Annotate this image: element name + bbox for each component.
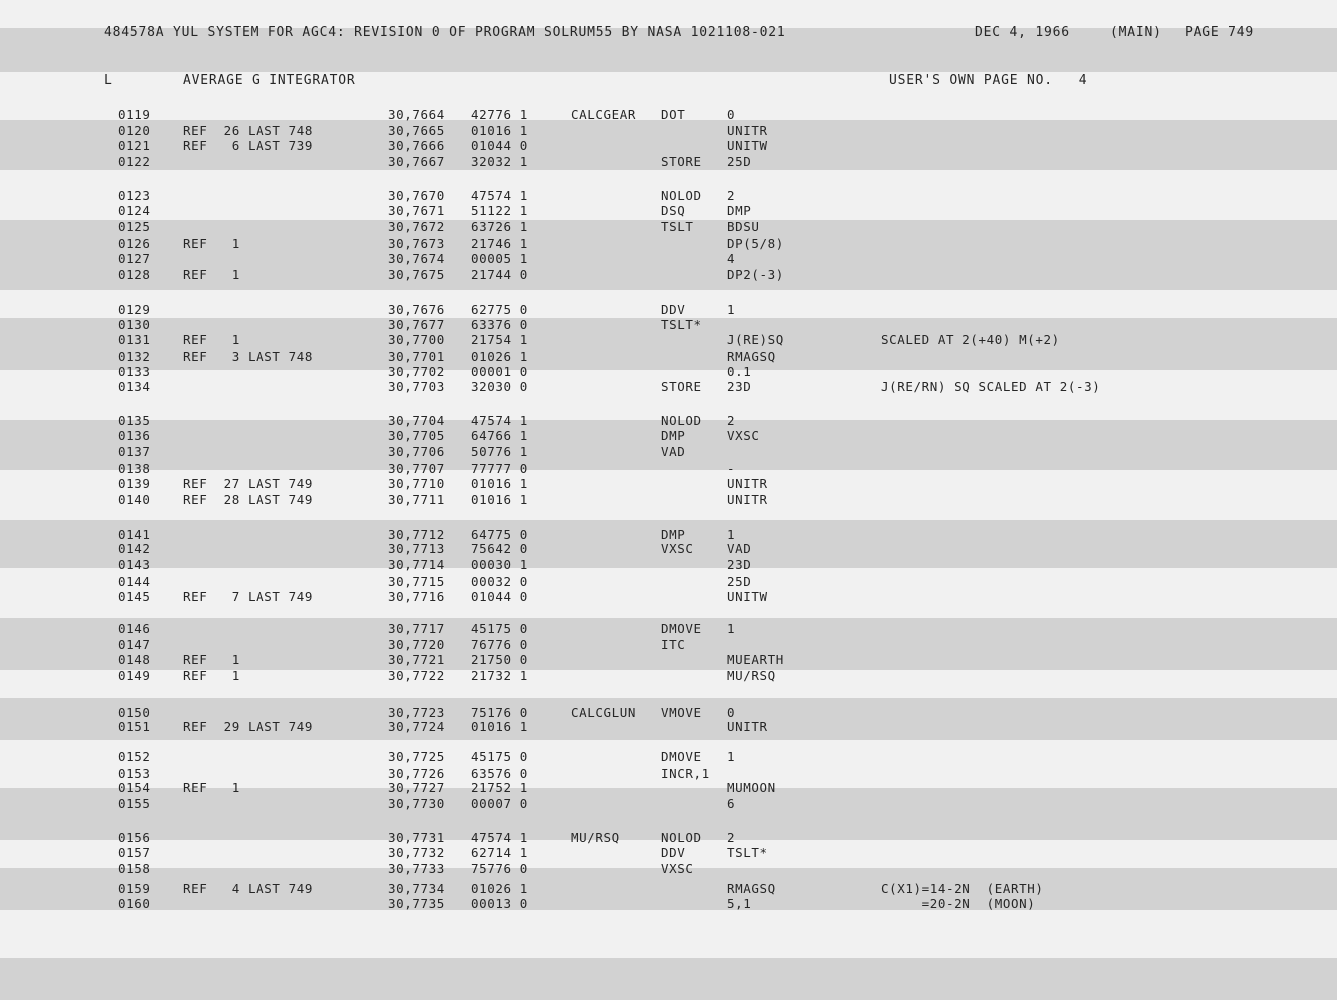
header-date: DEC 4, 1966	[975, 25, 1070, 40]
address-column: 30,7670	[388, 188, 445, 203]
line-number: 0124	[118, 203, 151, 218]
line-number: 0123	[118, 188, 151, 203]
operand-column: 23D	[727, 557, 752, 572]
line-number: 0137	[118, 444, 151, 459]
address-column: 30,7702	[388, 364, 445, 379]
line-number: 0132	[118, 349, 151, 364]
line-number: 0146	[118, 621, 151, 636]
comment-column: SCALED AT 2(+40) M(+2)	[881, 332, 1060, 347]
operand-column: 2	[727, 413, 736, 428]
operand-column: -	[727, 461, 736, 476]
octal-word-column: 32032 1	[471, 154, 528, 169]
octal-word-column: 01026 1	[471, 881, 528, 896]
line-number: 0154	[118, 780, 151, 795]
address-column: 30,7704	[388, 413, 445, 428]
address-column: 30,7676	[388, 302, 445, 317]
line-number: 0121	[118, 138, 151, 153]
line-number: 0147	[118, 637, 151, 652]
header-section: (MAIN)	[1110, 25, 1162, 40]
ref-column: REF 26 LAST 748	[183, 123, 314, 138]
octal-word-column: 63376 0	[471, 317, 528, 332]
line-number: 0148	[118, 652, 151, 667]
octal-word-column: 01044 0	[471, 589, 528, 604]
line-number: 0134	[118, 379, 151, 394]
operand-column: VXSC	[727, 428, 760, 443]
octal-word-column: 00013 0	[471, 896, 528, 911]
ref-column: REF 28 LAST 749	[183, 492, 314, 507]
address-column: 30,7667	[388, 154, 445, 169]
ref-column: REF 29 LAST 749	[183, 719, 314, 734]
address-column: 30,7673	[388, 236, 445, 251]
operand-column: 1	[727, 749, 736, 764]
address-column: 30,7671	[388, 203, 445, 218]
operand-column: UNITR	[727, 123, 768, 138]
octal-word-column: 51122 1	[471, 203, 528, 218]
opcode-column: TSLT*	[661, 317, 702, 332]
opcode-column: DOT	[661, 107, 686, 122]
operand-column: UNITR	[727, 719, 768, 734]
address-column: 30,7730	[388, 796, 445, 811]
opcode-column: DMP	[661, 527, 686, 542]
octal-word-column: 64766 1	[471, 428, 528, 443]
line-number: 0142	[118, 541, 151, 556]
line-number: 0122	[118, 154, 151, 169]
users-page-number: USER'S OWN PAGE NO. 4	[889, 73, 1088, 88]
line-number: 0143	[118, 557, 151, 572]
address-column: 30,7725	[388, 749, 445, 764]
address-column: 30,7733	[388, 861, 445, 876]
octal-word-column: 50776 1	[471, 444, 528, 459]
operand-column: 1	[727, 621, 736, 636]
opcode-column: DMOVE	[661, 749, 702, 764]
octal-word-column: 76776 0	[471, 637, 528, 652]
section-title: AVERAGE G INTEGRATOR	[183, 73, 356, 88]
label-column: CALCGLUN	[571, 705, 637, 720]
address-column: 30,7711	[388, 492, 445, 507]
address-column: 30,7722	[388, 668, 445, 683]
header-page-number: PAGE 749	[1185, 25, 1255, 40]
address-column: 30,7724	[388, 719, 445, 734]
operand-column: RMAGSQ	[727, 349, 776, 364]
opcode-column: DSQ	[661, 203, 686, 218]
operand-column: 0	[727, 107, 736, 122]
line-number: 0140	[118, 492, 151, 507]
listing-marker: L	[104, 73, 113, 88]
opcode-column: ITC	[661, 637, 686, 652]
operand-column: 6	[727, 796, 736, 811]
address-column: 30,7716	[388, 589, 445, 604]
address-column: 30,7703	[388, 379, 445, 394]
comment-column: =20-2N (MOON)	[881, 896, 1036, 911]
octal-word-column: 21750 0	[471, 652, 528, 667]
ref-column: REF 1	[183, 332, 240, 347]
operand-column: 0.1	[727, 364, 752, 379]
line-number: 0153	[118, 766, 151, 781]
operand-column: UNITW	[727, 589, 768, 604]
opcode-column: NOLOD	[661, 830, 702, 845]
line-number: 0139	[118, 476, 151, 491]
opcode-column: DMP	[661, 428, 686, 443]
operand-column: 0	[727, 705, 736, 720]
address-column: 30,7727	[388, 780, 445, 795]
ref-column: REF 4 LAST 749	[183, 881, 314, 896]
operand-column: 2	[727, 188, 736, 203]
line-number: 0127	[118, 251, 151, 266]
operand-column: RMAGSQ	[727, 881, 776, 896]
operand-column: UNITR	[727, 492, 768, 507]
operand-column: VAD	[727, 541, 752, 556]
octal-word-column: 63576 0	[471, 766, 528, 781]
address-column: 30,7707	[388, 461, 445, 476]
line-number: 0144	[118, 574, 151, 589]
line-number: 0136	[118, 428, 151, 443]
octal-word-column: 01016 1	[471, 123, 528, 138]
ref-column: REF 3 LAST 748	[183, 349, 314, 364]
line-number: 0133	[118, 364, 151, 379]
line-number: 0141	[118, 527, 151, 542]
line-number: 0160	[118, 896, 151, 911]
operand-column: 25D	[727, 574, 752, 589]
octal-word-column: 42776 1	[471, 107, 528, 122]
octal-word-column: 75776 0	[471, 861, 528, 876]
address-column: 30,7674	[388, 251, 445, 266]
octal-word-column: 47574 1	[471, 188, 528, 203]
operand-column: 25D	[727, 154, 752, 169]
address-column: 30,7700	[388, 332, 445, 347]
address-column: 30,7701	[388, 349, 445, 364]
ref-column: REF 27 LAST 749	[183, 476, 314, 491]
opcode-column: NOLOD	[661, 188, 702, 203]
octal-word-column: 01044 0	[471, 138, 528, 153]
opcode-column: NOLOD	[661, 413, 702, 428]
operand-column: 1	[727, 527, 736, 542]
opcode-column: DMOVE	[661, 621, 702, 636]
label-column: MU/RSQ	[571, 830, 620, 845]
operand-column: BDSU	[727, 219, 760, 234]
opcode-column: VXSC	[661, 541, 694, 556]
octal-word-column: 47574 1	[471, 413, 528, 428]
address-column: 30,7672	[388, 219, 445, 234]
operand-column: DP2(-3)	[727, 267, 784, 282]
label-column: CALCGEAR	[571, 107, 637, 122]
octal-word-column: 01016 1	[471, 476, 528, 491]
opcode-column: DDV	[661, 845, 686, 860]
line-number: 0152	[118, 749, 151, 764]
octal-word-column: 00032 0	[471, 574, 528, 589]
opcode-column: DDV	[661, 302, 686, 317]
comment-column: C(X1)=14-2N (EARTH)	[881, 881, 1044, 896]
address-column: 30,7721	[388, 652, 445, 667]
octal-word-column: 21752 1	[471, 780, 528, 795]
octal-word-column: 21732 1	[471, 668, 528, 683]
line-number: 0131	[118, 332, 151, 347]
address-column: 30,7720	[388, 637, 445, 652]
address-column: 30,7666	[388, 138, 445, 153]
octal-word-column: 21746 1	[471, 236, 528, 251]
octal-word-column: 21744 0	[471, 267, 528, 282]
opcode-column: INCR,1	[661, 766, 710, 781]
operand-column: 23D	[727, 379, 752, 394]
octal-word-column: 45175 0	[471, 749, 528, 764]
address-column: 30,7712	[388, 527, 445, 542]
operand-column: DP(5/8)	[727, 236, 784, 251]
ref-column: REF 1	[183, 668, 240, 683]
comment-column: J(RE/RN) SQ SCALED AT 2(-3)	[881, 379, 1101, 394]
operand-column: UNITW	[727, 138, 768, 153]
octal-word-column: 21754 1	[471, 332, 528, 347]
octal-word-column: 45175 0	[471, 621, 528, 636]
paper-band	[0, 958, 1337, 1000]
address-column: 30,7732	[388, 845, 445, 860]
line-number: 0150	[118, 705, 151, 720]
operand-column: MUMOON	[727, 780, 776, 795]
line-number: 0129	[118, 302, 151, 317]
line-number: 0158	[118, 861, 151, 876]
opcode-column: TSLT	[661, 219, 694, 234]
operand-column: 5,1	[727, 896, 752, 911]
octal-word-column: 32030 0	[471, 379, 528, 394]
opcode-column: VAD	[661, 444, 686, 459]
header-program-line: 484578A YUL SYSTEM FOR AGC4: REVISION 0 OF PROGRAM SOLRUM55 BY NASA 1021108-021	[104, 25, 786, 40]
operand-column: DMP	[727, 203, 752, 218]
octal-word-column: 75642 0	[471, 541, 528, 556]
octal-word-column: 77777 0	[471, 461, 528, 476]
address-column: 30,7726	[388, 766, 445, 781]
octal-word-column: 62714 1	[471, 845, 528, 860]
ref-column: REF 1	[183, 652, 240, 667]
opcode-column: STORE	[661, 154, 702, 169]
operand-column: MUEARTH	[727, 652, 784, 667]
address-column: 30,7706	[388, 444, 445, 459]
octal-word-column: 00030 1	[471, 557, 528, 572]
line-number: 0145	[118, 589, 151, 604]
opcode-column: VXSC	[661, 861, 694, 876]
line-number: 0149	[118, 668, 151, 683]
address-column: 30,7723	[388, 705, 445, 720]
line-number: 0135	[118, 413, 151, 428]
line-number: 0156	[118, 830, 151, 845]
address-column: 30,7717	[388, 621, 445, 636]
octal-word-column: 62775 0	[471, 302, 528, 317]
operand-column: J(RE)SQ	[727, 332, 784, 347]
address-column: 30,7675	[388, 267, 445, 282]
line-number: 0130	[118, 317, 151, 332]
line-number: 0138	[118, 461, 151, 476]
opcode-column: VMOVE	[661, 705, 702, 720]
line-number: 0151	[118, 719, 151, 734]
address-column: 30,7735	[388, 896, 445, 911]
octal-word-column: 00001 0	[471, 364, 528, 379]
ref-column: REF 6 LAST 739	[183, 138, 314, 153]
line-number: 0128	[118, 267, 151, 282]
ref-column: REF 1	[183, 267, 240, 282]
octal-word-column: 47574 1	[471, 830, 528, 845]
line-number: 0119	[118, 107, 151, 122]
address-column: 30,7705	[388, 428, 445, 443]
line-number: 0157	[118, 845, 151, 860]
octal-word-column: 75176 0	[471, 705, 528, 720]
operand-column: MU/RSQ	[727, 668, 776, 683]
address-column: 30,7677	[388, 317, 445, 332]
ref-column: REF 1	[183, 780, 240, 795]
address-column: 30,7665	[388, 123, 445, 138]
address-column: 30,7713	[388, 541, 445, 556]
address-column: 30,7734	[388, 881, 445, 896]
octal-word-column: 64775 0	[471, 527, 528, 542]
octal-word-column: 01026 1	[471, 349, 528, 364]
octal-word-column: 01016 1	[471, 492, 528, 507]
operand-column: UNITR	[727, 476, 768, 491]
operand-column: 4	[727, 251, 736, 266]
address-column: 30,7664	[388, 107, 445, 122]
address-column: 30,7710	[388, 476, 445, 491]
octal-word-column: 00007 0	[471, 796, 528, 811]
operand-column: 1	[727, 302, 736, 317]
octal-word-column: 01016 1	[471, 719, 528, 734]
ref-column: REF 7 LAST 749	[183, 589, 314, 604]
address-column: 30,7731	[388, 830, 445, 845]
octal-word-column: 63726 1	[471, 219, 528, 234]
address-column: 30,7715	[388, 574, 445, 589]
opcode-column: STORE	[661, 379, 702, 394]
address-column: 30,7714	[388, 557, 445, 572]
line-number: 0125	[118, 219, 151, 234]
line-number: 0155	[118, 796, 151, 811]
line-number: 0159	[118, 881, 151, 896]
operand-column: TSLT*	[727, 845, 768, 860]
line-number: 0126	[118, 236, 151, 251]
line-number: 0120	[118, 123, 151, 138]
octal-word-column: 00005 1	[471, 251, 528, 266]
ref-column: REF 1	[183, 236, 240, 251]
operand-column: 2	[727, 830, 736, 845]
